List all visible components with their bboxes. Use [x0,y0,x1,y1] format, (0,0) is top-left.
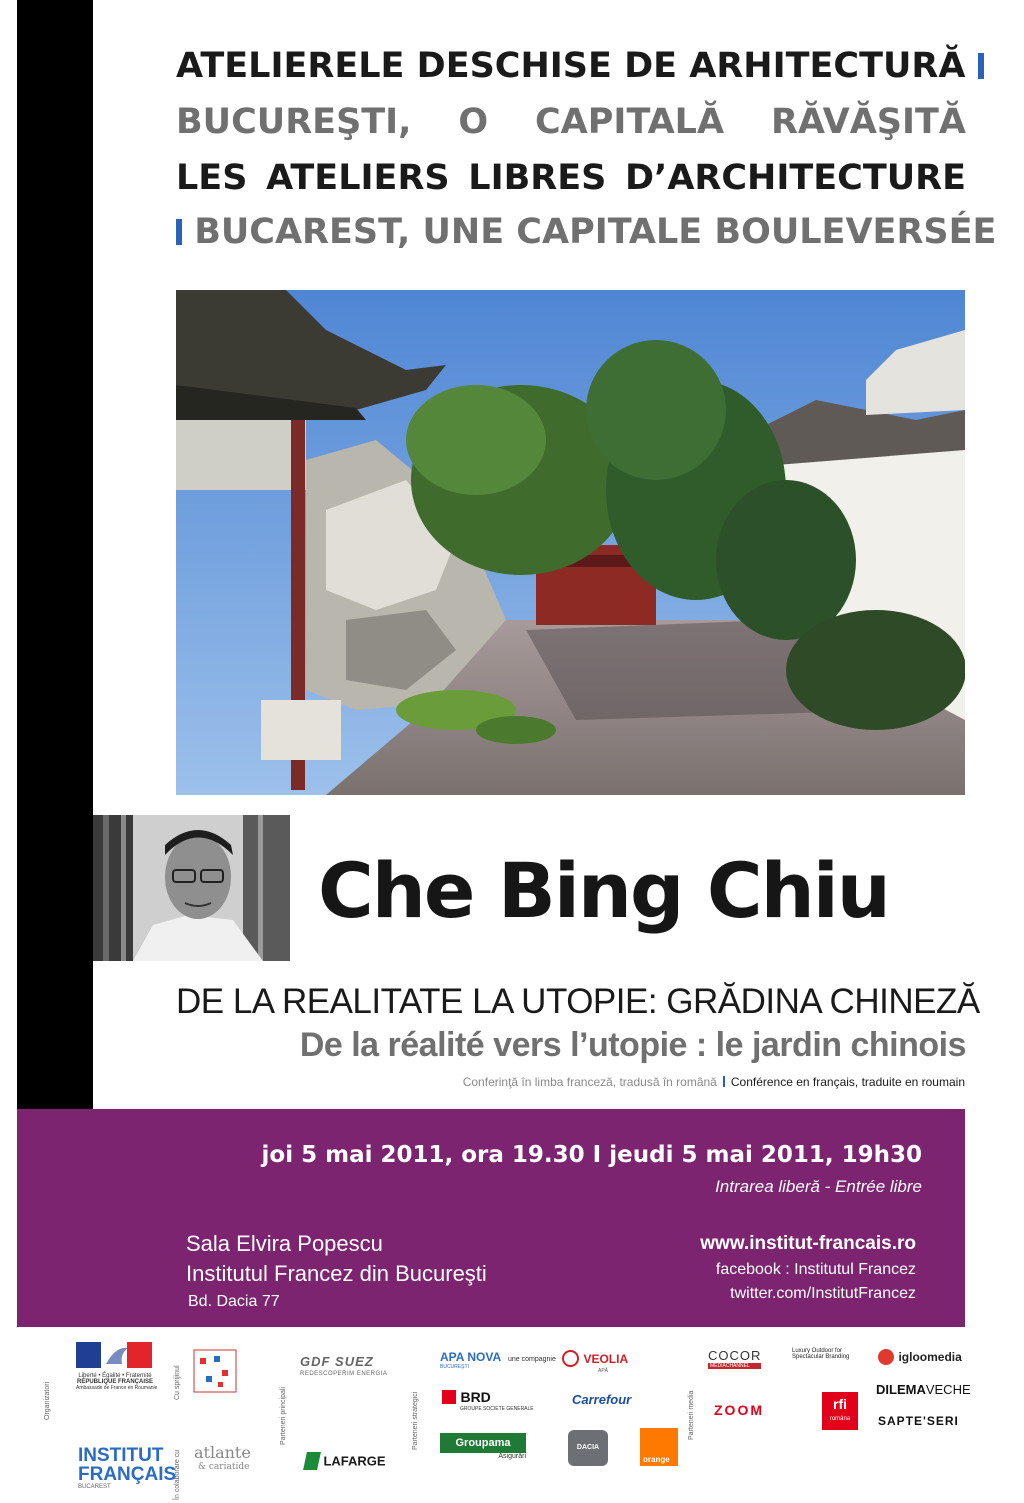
veolia-mark-icon [562,1350,579,1367]
rfi-romania-logo: rfi româna [822,1392,858,1430]
facebook-link[interactable]: facebook : Institutul Francez [715,1261,916,1278]
headline-fr-2: BUCAREST, UNE CAPITALE BOULEVERSÉE [176,210,966,254]
cocor-tagline: Luxury Outdoor for Spectacular Branding [792,1348,850,1360]
speaker-name: Che Bing Chiu [318,846,889,935]
brd-logo: BRD GROUPE SOCIETE GENERALE [442,1388,534,1412]
veolia-logo: VEOLIA APĂ [562,1350,628,1374]
dilema-veche-logo: DILEMAVECHE [876,1382,971,1397]
cultural-festival-logo [192,1348,238,1394]
language-note [176,1074,965,1090]
venue-hall: Sala Elvira Popescu [186,1231,383,1256]
twitter-link[interactable]: twitter.com/InstitutFrancez [730,1285,916,1302]
igloo-media-logo: igloomedia [878,1348,962,1366]
atlante-cariatide-logo: atlante & cariatide [194,1443,251,1472]
website-link[interactable]: www.institut-francais.ro [700,1233,916,1254]
apa-nova-logo: APA NOVA BUCUREŞTI [440,1350,502,1370]
zoom-logo: ZOOM [714,1402,764,1418]
blue-separator-icon [176,219,182,245]
lafarge-logo: LAFARGE [305,1452,386,1470]
label-strategic: Parteneri strategici [412,1391,419,1450]
gdf-suez-logo: GDF SUEZ REDESCOPERIM ENERGIA [300,1354,388,1377]
dacia-logo: DACIA [568,1430,608,1466]
blue-separator-icon [978,53,984,79]
language-note-fr: Conférence en français, traduite en roumain [730,1075,965,1089]
language-note-ro: Conferinţă în limba franceză, tradusă în română [462,1075,717,1089]
lafarge-mark-icon [303,1452,321,1470]
headline-ro-1: ATELIERELE DESCHISE DE ARHITECTURĂ [176,44,966,88]
lecture-title-ro: DE LA REALITATE LA UTOPIE: GRĂDINA CHINEZĂ [176,982,980,1021]
chinese-garden-photo [176,290,965,795]
carrefour-logo: Carrefour [572,1392,632,1407]
headline-fr-1: LES ATELIERS LIBRES D’ARCHITECTURE [176,158,966,198]
venue-address: Bd. Dacia 77 [188,1293,280,1310]
headline-ro-2: BUCUREŞTI, O CAPITALĂ RĂVĂŞITĂ [176,102,966,142]
blue-separator-icon [723,1076,725,1087]
speaker-portrait-photo [93,815,290,961]
free-entry-note: Intrarea liberă - Entrée libre [715,1177,922,1196]
brd-mark-icon [442,1390,456,1404]
label-media: Parteneri media [688,1390,695,1440]
marianne-flag-icon [76,1342,152,1368]
igloo-mark-icon [878,1349,894,1365]
label-main-partners: Parteneri principali [280,1387,287,1445]
partners-footer [0,1340,1024,1503]
label-collab: În colaborare cu [174,1449,181,1500]
venue-institute: Institutul Francez din Bucureşti [186,1261,487,1286]
groupama-logo: Groupama Asigurări [440,1433,526,1460]
orange-logo: orange [640,1428,678,1466]
venue-block [186,1229,487,1315]
sapte-seri-logo: SAPTE'SERI [878,1414,959,1428]
label-support: Cu sprijinul [174,1365,181,1400]
une-compagnie-text: une compagnie [508,1356,556,1363]
republique-francaise-logo: Liberté • Égalité • Fraternité RÉPUBLIQUE FRANÇAISE Ambassade de France en Roumanie [76,1342,154,1391]
institut-francais-logo: INSTITUT FRANÇAIS BUCAREST [78,1445,177,1490]
lecture-title-fr: De la réalité vers l’utopie : le jardin chinois [299,1026,966,1064]
event-date: joi 5 mai 2011, ora 19.30 I jeudi 5 mai 2011, 19h30 [261,1142,922,1168]
web-contacts [560,1230,916,1306]
cocor-logo: COCOR MEDIACHANNEL [708,1348,762,1369]
label-organizers: Organizatori [44,1381,51,1420]
